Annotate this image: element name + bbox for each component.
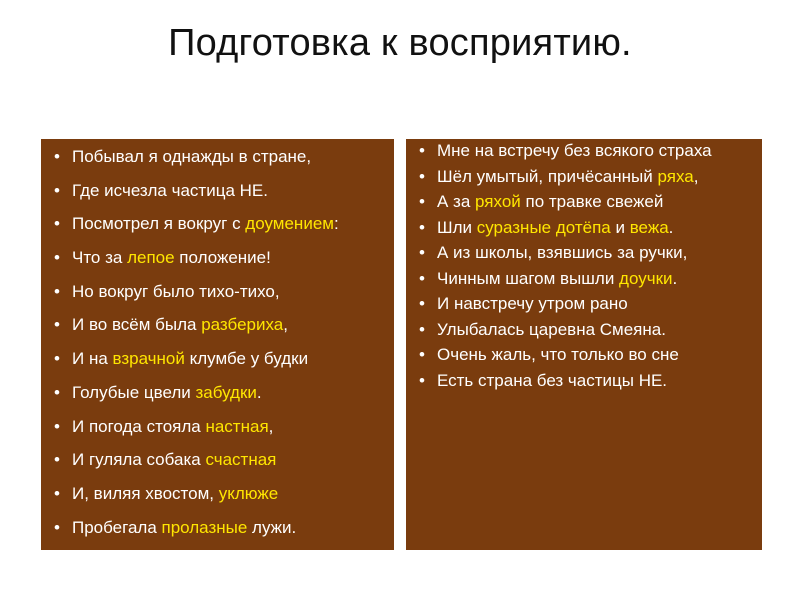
highlighted-word: ряхой	[475, 192, 521, 211]
line-text: Побывал я однажды в стране,	[72, 147, 312, 166]
poem-line	[49, 181, 384, 201]
line-text: Но вокруг было тихо-тихо,	[72, 281, 280, 301]
line-text: Голубые цвели	[72, 382, 196, 402]
line-text: Посмотрел я вокруг с	[72, 214, 246, 234]
line-text: по травке свежей	[520, 192, 664, 211]
poem-line	[49, 147, 384, 167]
highlighted-word: вежа	[629, 217, 669, 237]
line-text: .	[668, 217, 674, 237]
line-text: И во всём была	[72, 315, 202, 335]
poem-line	[414, 167, 756, 187]
slide-title: Подготовка к восприятию.	[168, 22, 632, 64]
highlighted-word: уклюже	[218, 483, 279, 503]
line-text: И навстречу утром рано	[437, 294, 628, 313]
highlighted-word: забудки	[195, 382, 257, 402]
poem-right-list	[414, 141, 756, 391]
line-text: ,	[268, 416, 274, 436]
line-text: Улыбалась царевна Смеяна.	[437, 319, 666, 339]
highlighted-word: ряха	[657, 166, 694, 186]
line-text: Очень жаль, что только во сне	[437, 345, 679, 364]
poem-line	[414, 320, 756, 340]
highlighted-word: лепое	[127, 248, 175, 268]
poem-line	[414, 218, 756, 238]
line-text: положение!	[174, 248, 271, 268]
line-text: ,	[283, 315, 288, 335]
highlighted-word: доумением	[245, 214, 334, 234]
poem-line	[49, 315, 384, 335]
highlighted-word: разбериха	[201, 315, 284, 335]
poem-line	[49, 349, 384, 369]
poem-line	[414, 371, 756, 391]
line-text: Есть страна без частицы НЕ.	[437, 370, 668, 390]
poem-line	[49, 248, 384, 268]
highlighted-word: пролазные	[161, 517, 248, 537]
line-text: И гуляла собака	[72, 450, 206, 470]
poem-line	[414, 294, 756, 314]
poem-line	[49, 383, 384, 403]
line-text: клумбе у будки	[184, 349, 309, 369]
line-text: .	[256, 382, 262, 402]
poem-line	[49, 484, 384, 504]
poem-line	[49, 450, 384, 470]
poem-line	[49, 282, 384, 302]
line-text: Где исчезла частица НЕ.	[72, 180, 268, 200]
poem-line	[414, 141, 756, 161]
line-text: И погода стояла	[72, 416, 206, 436]
highlighted-word: доучки	[619, 268, 673, 288]
line-text: ,	[693, 166, 699, 186]
poem-left-list	[49, 147, 384, 538]
poem-right-panel	[406, 139, 762, 550]
highlighted-word: дотёпа	[555, 217, 611, 237]
line-text: Мне на встречу без всякого страха	[437, 141, 712, 160]
poem-line	[414, 243, 756, 263]
highlighted-word: суразные	[476, 217, 552, 237]
line-text: и	[610, 217, 630, 237]
highlighted-word: счастная	[205, 450, 277, 470]
line-text: :	[333, 214, 339, 234]
poem-line	[49, 214, 384, 234]
poem-line	[414, 269, 756, 289]
poem-line	[49, 417, 384, 437]
poem-left-panel	[41, 139, 394, 550]
poem-line	[414, 192, 756, 212]
line-text: лужи.	[247, 517, 297, 537]
line-text: А из школы, взявшись за ручки,	[437, 243, 688, 262]
line-text: И, виляя хвостом,	[72, 483, 219, 503]
highlighted-word: взрачной	[112, 349, 185, 369]
line-text: Шёл умытый, причёсанный	[437, 166, 658, 186]
line-text: И на	[72, 349, 113, 369]
line-text: .	[672, 268, 678, 288]
poem-line	[414, 345, 756, 365]
line-text: А за	[437, 192, 476, 211]
highlighted-word: настная	[205, 416, 269, 436]
line-text: Пробегала	[72, 517, 162, 537]
poem-line	[49, 518, 384, 538]
line-text: Чинным шагом вышли	[437, 268, 620, 288]
line-text: Что за	[72, 248, 128, 268]
line-text: Шли	[437, 217, 477, 237]
